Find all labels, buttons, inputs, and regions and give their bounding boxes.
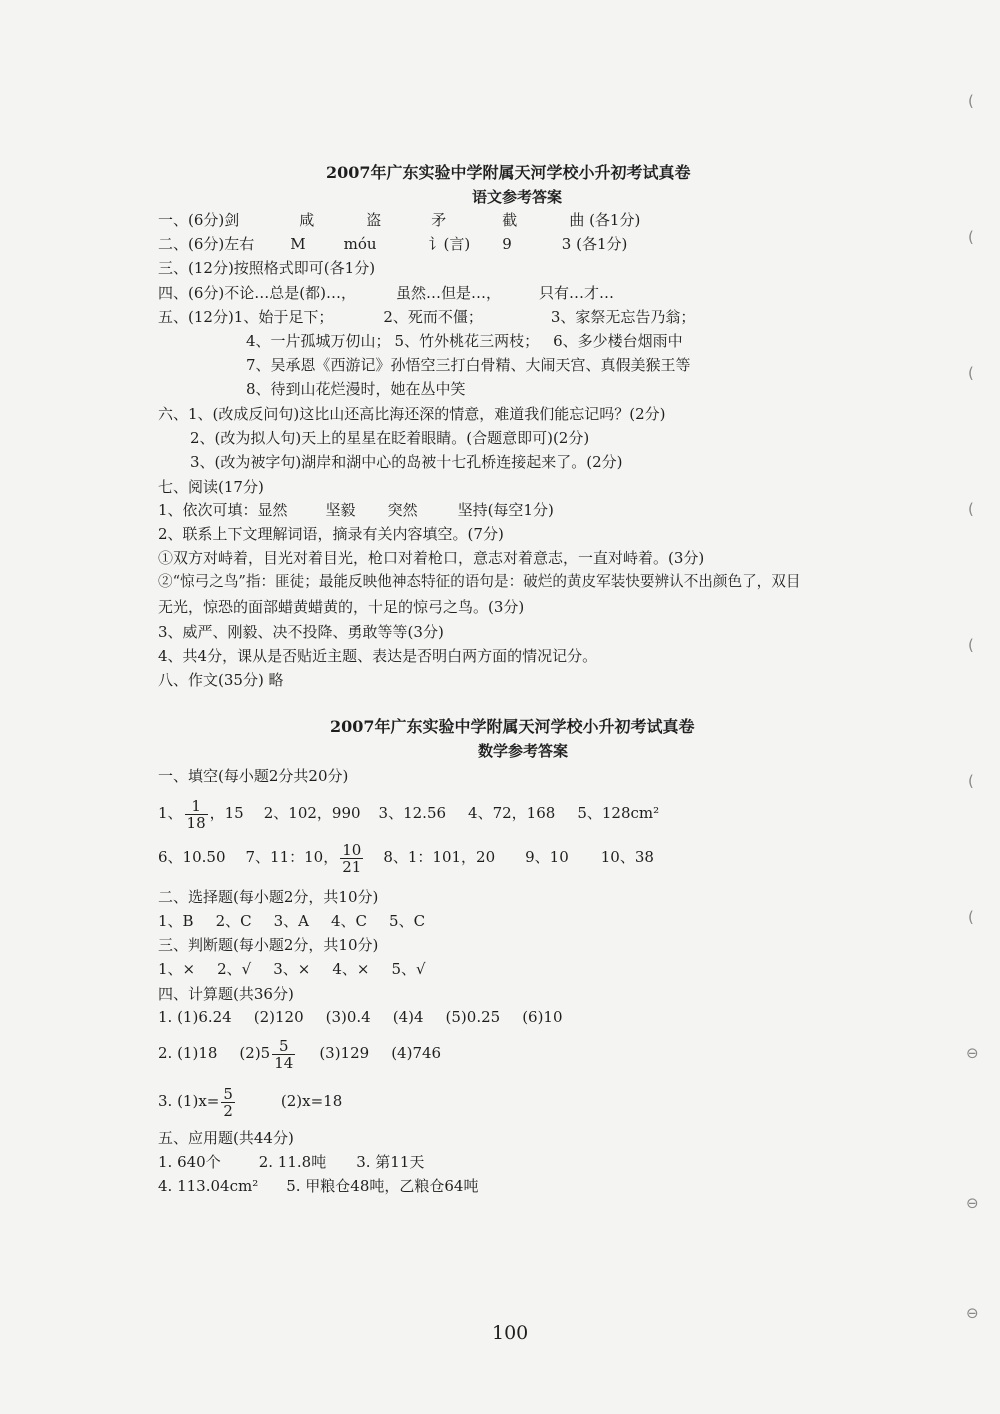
binding-hole-mark: ( — [968, 500, 974, 518]
section-heading: 四、计算题(共36分) — [158, 985, 294, 1003]
binding-hole-mark: ⊖ — [966, 1304, 979, 1322]
chinese-section-subtitle: 语文参考答案 — [472, 188, 563, 206]
answer-line: 7、吴承恩《西游记》孙悟空三打白骨精、大闹天宫、真假美猴王等 — [246, 356, 691, 374]
answer-line: 1、依次可填：显然 坚毅 突然 坚持(每空1分) — [158, 501, 554, 519]
section-heading: 五、应用题(共44分) — [158, 1129, 294, 1147]
fraction: $\frac{1}{18}$ — [186, 796, 206, 832]
answer-line: 2. (1)18 (2)5 $\frac{5}{14}$ (3)129 (4)746 — [158, 1036, 442, 1072]
answer-line: 七、阅读(17分) — [158, 478, 264, 496]
answer-line: 3、威严、刚毅、决不投降、勇敢等等(3分) — [158, 623, 444, 641]
binding-hole-mark: ( — [968, 772, 974, 790]
answer-line: 8、待到山花烂漫时，她在丛中笑 — [246, 380, 466, 398]
answer-line: 2、(改为拟人句)天上的星星在眨着眼睛。(合题意即可)(2分) — [190, 429, 590, 447]
answer-line: 1. 640个 2. 11.8吨 3. 第11天 — [158, 1153, 425, 1171]
answer-line: 4、共4分，课从是否贴近主题、表达是否明白两方面的情况记分。 — [158, 647, 598, 665]
section-heading: 二、选择题(每小题2分，共10分) — [158, 888, 379, 906]
answer-line: 四、(6分)不论…总是(都)…， 虽然…但是…， 只有…才… — [158, 284, 614, 302]
binding-hole-mark: ( — [968, 908, 974, 926]
answer-line: 一、(6分)剑 咸 盗 矛 截 曲 (各1分) — [158, 211, 641, 229]
answer-line: 1、B 2、C 3、A 4、C 5、C — [158, 912, 426, 930]
binding-hole-mark: ⊖ — [966, 1194, 979, 1212]
page-number: 100 — [492, 1322, 529, 1344]
chinese-section-title: 2007年广东实验中学附属天河学校小升初考试真卷 — [326, 163, 691, 182]
section-heading: 三、判断题(每小题2分，共10分) — [158, 936, 379, 954]
answer-line: 4. 113.04cm² 5. 甲粮仓48吨，乙粮仓64吨 — [158, 1177, 479, 1195]
math-section-subtitle: 数学参考答案 — [478, 742, 569, 760]
answer-line: 2、联系上下文理解词语，摘录有关内容填空。(7分) — [158, 525, 504, 543]
answer-line: ②“惊弓之鸟”指：匪徒；最能反映他神态特征的语句是：破烂的黄皮军装快要辨认不出颜色了，双目 — [158, 573, 801, 590]
answer-line: 1、× 2、√ 3、× 4、× 5、√ — [158, 960, 426, 978]
binding-hole-mark: ⊖ — [966, 1044, 979, 1062]
binding-hole-mark: ( — [968, 364, 974, 382]
answer-line: 6、10.50 7、11：10， $\frac{10}{21}$ 8、1：101，20 9、10 10、38 — [158, 840, 654, 876]
answer-line: 六、1、(改成反问句)这比山还高比海还深的情意，难道我们能忘记吗？(2分) — [158, 405, 666, 423]
math-section-title: 2007年广东实验中学附属天河学校小升初考试真卷 — [330, 717, 695, 736]
answer-line: 无光，惊恐的面部蜡黄蜡黄的，十足的惊弓之鸟。(3分) — [158, 598, 525, 616]
answer-line: ①双方对峙着，目光对着目光，枪口对着枪口，意志对着意志，一直对峙着。(3分) — [158, 549, 705, 567]
answer-line: 1. (1)6.24 (2)120 (3)0.4 (4)4 (5)0.25 (6)10 — [158, 1008, 563, 1026]
binding-hole-mark: ( — [968, 92, 974, 110]
fraction: $\frac{10}{21}$ — [342, 840, 362, 876]
answer-line: 五、(12分)1、始于足下； 2、死而不僵； 3、家祭无忘告乃翁； — [158, 308, 696, 326]
fraction: $\frac{5}{2}$ — [223, 1084, 233, 1120]
answer-line: 八、作文(35分) 略 — [158, 671, 284, 689]
answer-line: 3. (1)x= $\frac{5}{2}$ (2)x=18 — [158, 1084, 343, 1120]
answer-line: 4、一片孤城万仞山； 5、竹外桃花三两枝； 6、多少楼台烟雨中 — [246, 332, 683, 350]
binding-hole-mark: ( — [968, 636, 974, 654]
answer-line: 1、 $\frac{1}{18}$ ，15 2、102，990 3、12.56 4、72，168 5、128cm² — [158, 796, 660, 832]
section-heading: 一、填空(每小题2分共20分) — [158, 767, 349, 785]
answer-line: 二、(6分)左右 M móu 讠(言) 9 3 (各1分) — [158, 235, 628, 253]
fraction: $\frac{5}{14}$ — [274, 1036, 294, 1072]
answer-line: 3、(改为被字句)湖岸和湖中心的岛被十七孔桥连接起来了。(2分) — [190, 453, 623, 471]
binding-hole-mark: ( — [968, 228, 974, 246]
answer-line: 三、(12分)按照格式即可(各1分) — [158, 259, 376, 277]
